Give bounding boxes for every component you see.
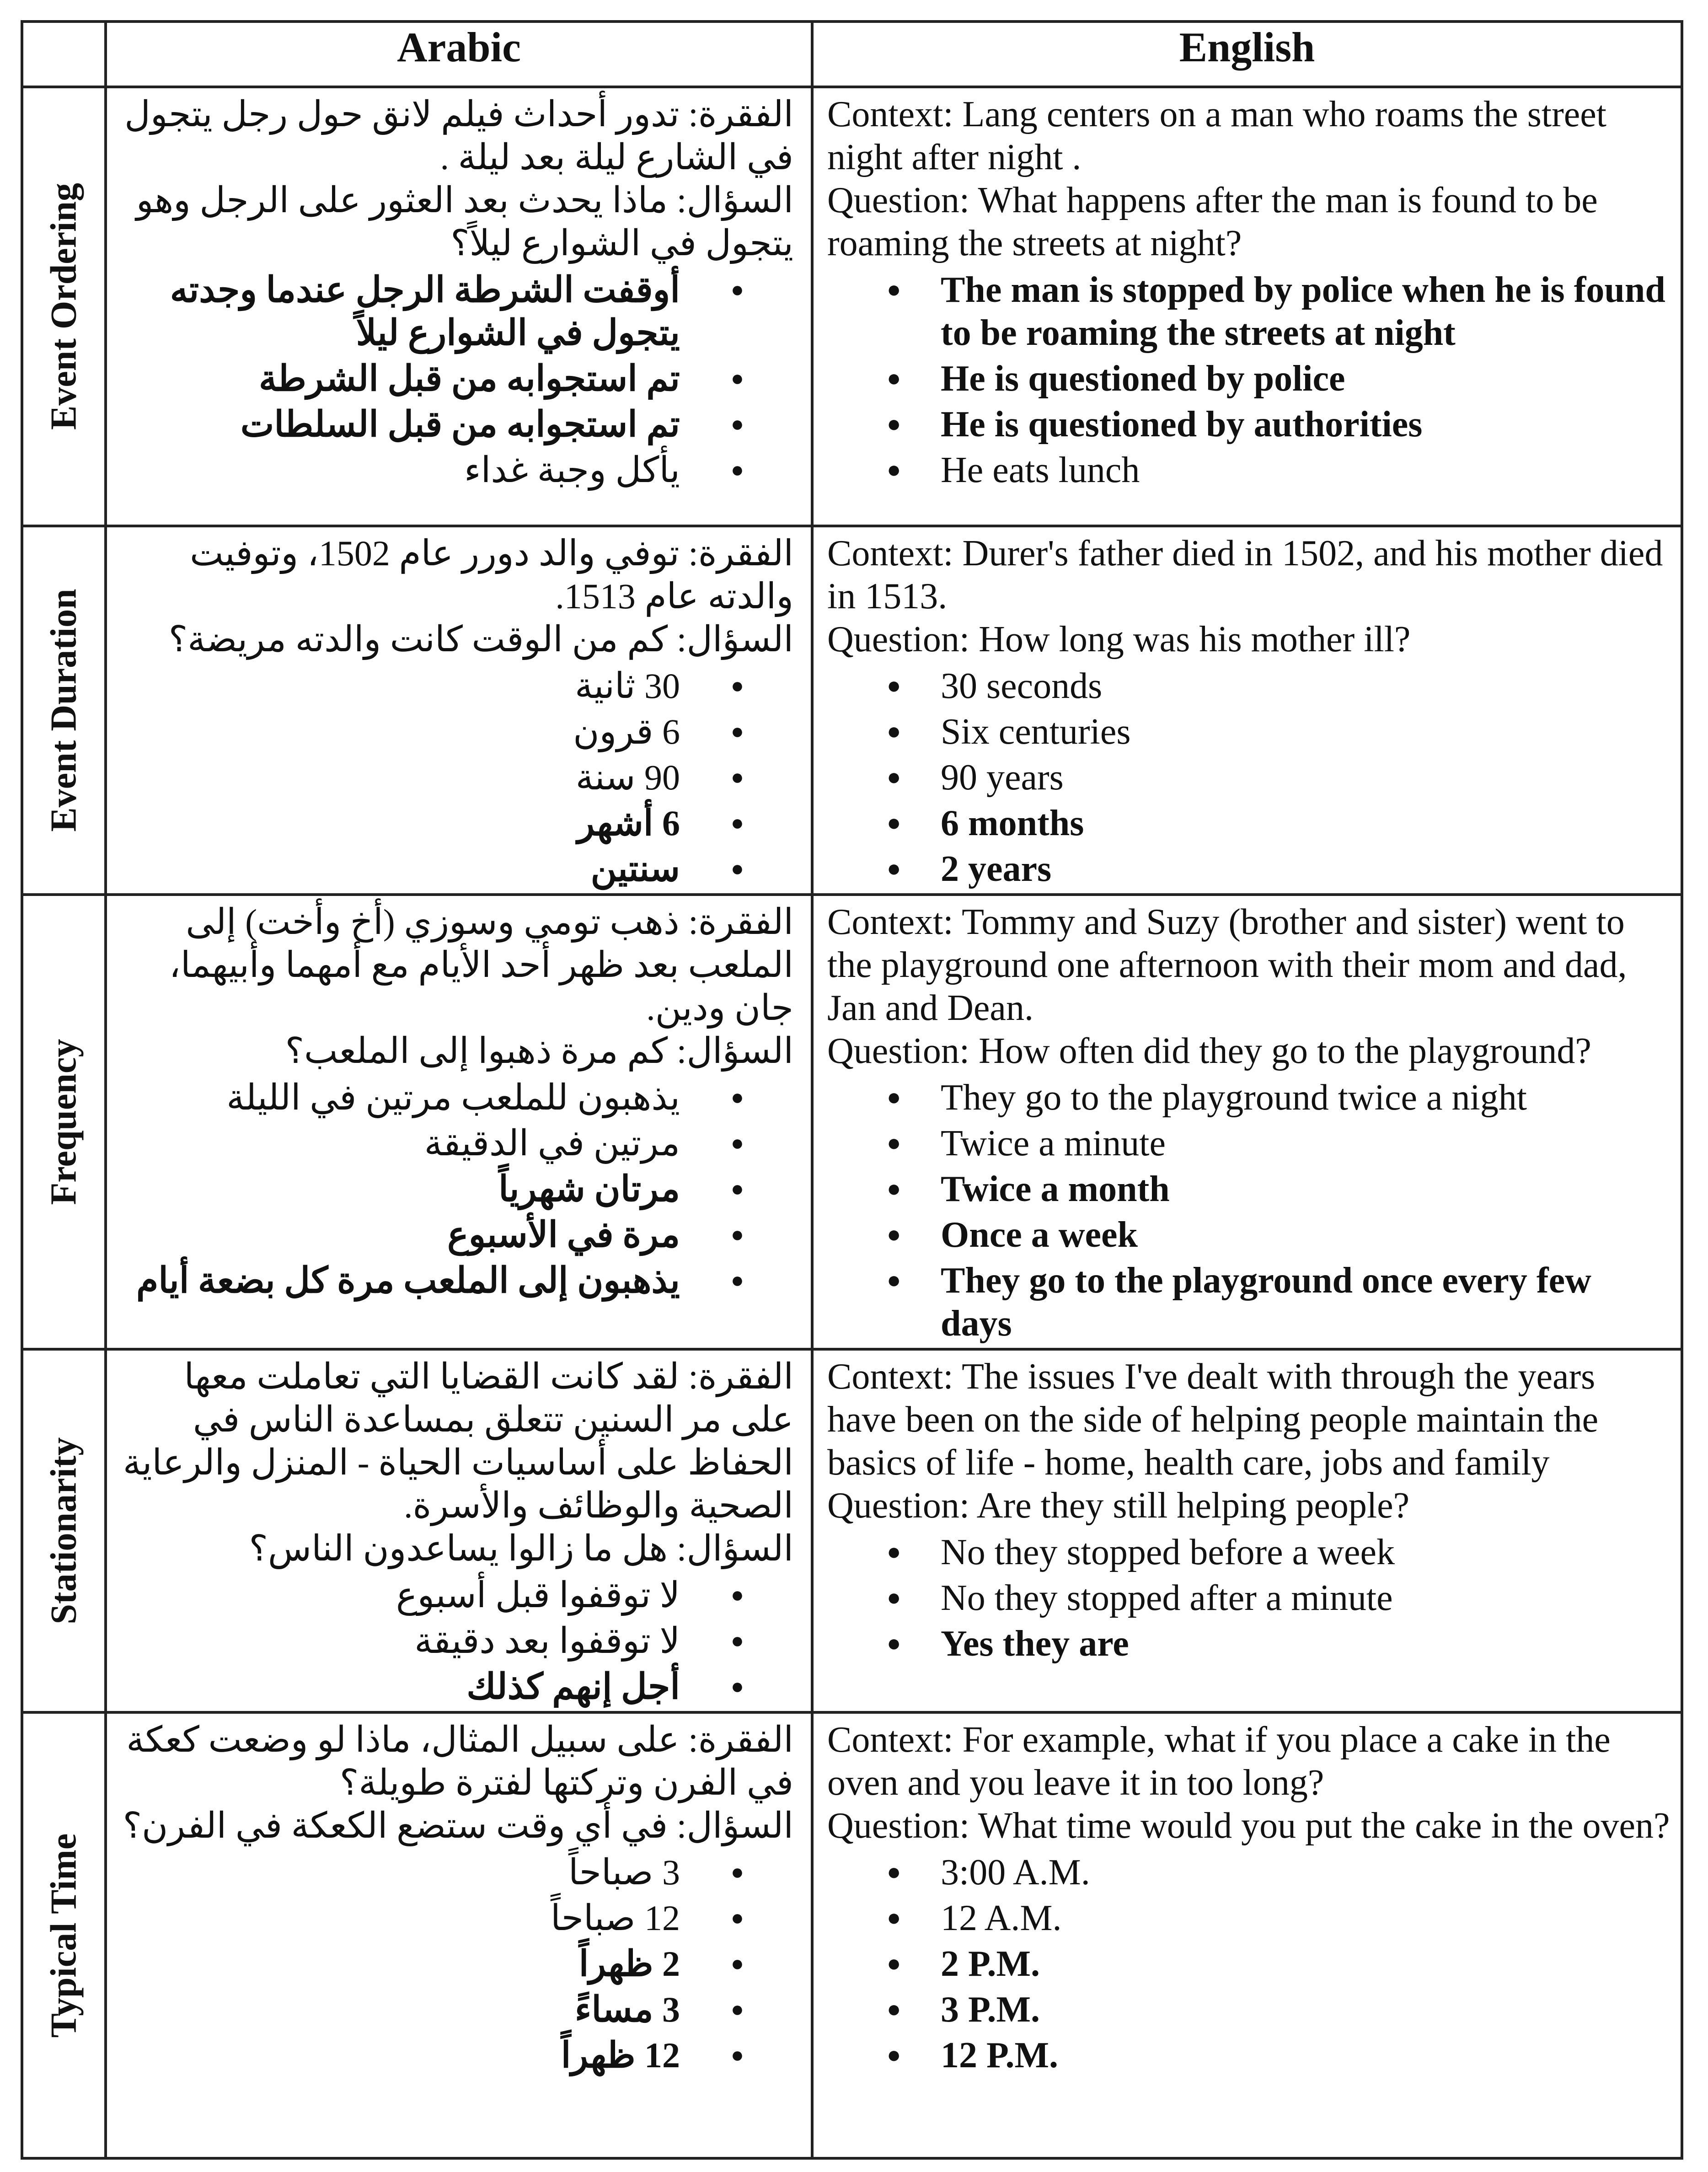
row-label-cell — [22, 1349, 106, 1712]
arabic-question-text: السؤال: كم مرة ذهبوا إلى الملعب؟ — [285, 1031, 793, 1071]
arabic-option-item: ● يذهبون إلى الملعب مرة كل بضعة أيام — [116, 1259, 793, 1302]
arabic-option-item: ● 12 ظهراً — [116, 2034, 793, 2077]
arabic-option-item: ● يذهبون للملعب مرتين في الليلة — [116, 1076, 793, 1119]
table-row — [22, 87, 1682, 526]
row-label: Stationarity — [43, 1437, 84, 1625]
english-option-item: ● 3 P.M. — [827, 1988, 1671, 2031]
english-context-text: Context: Durer's father died in 1502, and his mother died in 1513. — [827, 533, 1663, 617]
english-options-list — [827, 1531, 1671, 1665]
english-cell — [812, 526, 1682, 895]
arabic-cell — [106, 526, 812, 895]
english-question-text: Question: What happens after the man is found to be roaming the streets at night? — [827, 180, 1598, 263]
english-option-item: ● 2 years — [827, 847, 1671, 890]
english-option-item: ● The man is stopped by police when he is found to be roaming the streets at night — [827, 268, 1671, 354]
arabic-option-item: ● مرتان شهرياً — [116, 1168, 793, 1211]
arabic-option-item: ● 90 سنة — [116, 756, 793, 799]
english-option-item: ● 90 years — [827, 756, 1671, 799]
arabic-option-item: ● تم استجوابه من قبل الشرطة — [116, 357, 793, 400]
english-question-text: Question: What time would you put the cake in the oven? — [827, 1806, 1670, 1846]
arabic-option-item: ● أجل إنهم كذلك — [116, 1665, 793, 1708]
english-question-text: Question: How often did they go to the playground? — [827, 1031, 1591, 1071]
table-row — [22, 1349, 1682, 1712]
arabic-options-list — [116, 268, 793, 492]
english-option-item: ● 30 seconds — [827, 665, 1671, 708]
arabic-options-list — [116, 1076, 793, 1302]
table-row — [22, 526, 1682, 895]
arabic-context-text: الفقرة: توفي والد دورر عام 1502، وتوفيت والدته عام 1513. — [190, 533, 793, 616]
english-cell — [812, 87, 1682, 526]
comparison-table — [21, 20, 1683, 2160]
english-options-list — [827, 268, 1671, 492]
english-options-list — [827, 665, 1671, 890]
english-cell — [812, 1712, 1682, 2158]
english-option-item: ● Yes they are — [827, 1622, 1671, 1665]
english-cell — [812, 895, 1682, 1349]
arabic-option-item: ● لا توقفوا قبل أسبوع — [116, 1574, 793, 1617]
english-option-item: ● 6 months — [827, 802, 1671, 845]
arabic-options-list — [116, 1851, 793, 2077]
english-option-item: ● They go to the playground twice a night — [827, 1076, 1671, 1119]
row-label: Event Ordering — [43, 183, 84, 430]
english-context-text: Context: The issues I've dealt with through the years have been on the side of helping people maintain the basics of life - home, health care, jobs and family — [827, 1357, 1599, 1483]
arabic-option-item: ● 3 صباحاً — [116, 1851, 793, 1894]
english-question-text: Question: Are they still helping people? — [827, 1486, 1410, 1526]
english-option-item: ● He eats lunch — [827, 449, 1671, 492]
table-row — [22, 895, 1682, 1349]
arabic-cell — [106, 1349, 812, 1712]
row-label: Frequency — [43, 1039, 84, 1205]
arabic-option-item: ● 6 قرون — [116, 710, 793, 753]
row-label-cell — [22, 526, 106, 895]
arabic-column-header: Arabic — [106, 21, 812, 87]
row-label-cell — [22, 87, 106, 526]
row-label-cell — [22, 1712, 106, 2158]
english-context-text: Context: Lang centers on a man who roams the street night after night . — [827, 94, 1606, 177]
english-option-item: ● Twice a month — [827, 1168, 1671, 1211]
english-context-text: Context: For example, what if you place a cake in the oven and you leave it in too long? — [827, 1720, 1611, 1803]
arabic-option-item: ● 3 مساءً — [116, 1988, 793, 2031]
arabic-option-item: ● 6 أشهر — [116, 802, 793, 845]
english-question-text: Question: How long was his mother ill? — [827, 619, 1411, 660]
english-cell — [812, 1349, 1682, 1712]
english-option-item: ● He is questioned by police — [827, 357, 1671, 400]
english-option-item: ● 3:00 A.M. — [827, 1851, 1671, 1894]
english-option-item: ● Once a week — [827, 1213, 1671, 1256]
arabic-options-list — [116, 1574, 793, 1708]
table-row — [22, 1712, 1682, 2158]
english-option-item: ● 2 P.M. — [827, 1942, 1671, 1985]
arabic-question-text: السؤال: في أي وقت ستضع الكعكة في الفرن؟ — [123, 1806, 793, 1845]
arabic-context-text: الفقرة: تدور أحداث فيلم لانق حول رجل يتجول في الشارع ليلة بعد ليلة . — [124, 94, 793, 177]
arabic-context-text: الفقرة: ذهب تومي وسوزي (أخ وأخت) إلى الملعب بعد ظهر أحد الأيام مع أمهما وأبيهما، جان ودين. — [169, 902, 793, 1028]
arabic-question-text: السؤال: ماذا يحدث بعد العثور على الرجل وهو يتجول في الشوارع ليلاً؟ — [136, 180, 793, 263]
arabic-context-text: الفقرة: على سبيل المثال، ماذا لو وضعت كعكة في الفرن وتركتها لفترة طويلة؟ — [126, 1720, 793, 1802]
arabic-option-item: ● مرة في الأسبوع — [116, 1213, 793, 1256]
row-label: Event Duration — [43, 589, 84, 832]
arabic-cell — [106, 1712, 812, 2158]
arabic-option-item: ● 2 ظهراً — [116, 1942, 793, 1985]
arabic-question-text: السؤال: كم من الوقت كانت والدته مريضة؟ — [168, 619, 793, 659]
arabic-options-list — [116, 665, 793, 890]
arabic-option-item: ● لا توقفوا بعد دقيقة — [116, 1620, 793, 1663]
arabic-cell — [106, 895, 812, 1349]
english-option-item: ● 12 P.M. — [827, 2034, 1671, 2077]
english-context-text: Context: Tommy and Suzy (brother and sister) went to the playground one afternoon with their mom and dad, Jan and Dean. — [827, 902, 1627, 1028]
english-options-list — [827, 1851, 1671, 2077]
english-column-header: English — [812, 21, 1682, 87]
arabic-option-item: ● سنتين — [116, 847, 793, 890]
arabic-option-item: ● أوقفت الشرطة الرجل عندما وجدته يتجول في الشوارع ليلاً — [116, 268, 793, 354]
english-option-item: ● Six centuries — [827, 710, 1671, 753]
english-option-item: ● He is questioned by authorities — [827, 403, 1671, 446]
english-option-item: ● 12 A.M. — [827, 1897, 1671, 1940]
arabic-option-item: ● تم استجوابه من قبل السلطات — [116, 403, 793, 446]
english-option-item: ● No they stopped before a week — [827, 1531, 1671, 1574]
arabic-context-text: الفقرة: لقد كانت القضايا التي تعاملت معها على مر السنين تتعلق بمساعدة الناس في الحفاظ على أساسيات الحياة - المنزل والرعاية الصحية والوظائف والأسرة. — [123, 1357, 793, 1525]
english-option-item: ● Twice a minute — [827, 1122, 1671, 1165]
english-options-list — [827, 1076, 1671, 1345]
arabic-question-text: السؤال: هل ما زالوا يساعدون الناس؟ — [249, 1528, 793, 1568]
arabic-cell — [106, 87, 812, 526]
header-row — [22, 21, 1682, 87]
row-label-cell — [22, 895, 106, 1349]
english-option-item: ● No they stopped after a minute — [827, 1577, 1671, 1620]
arabic-option-item: ● يأكل وجبة غداء — [116, 449, 793, 492]
arabic-option-item: ● 12 صباحاً — [116, 1897, 793, 1940]
arabic-option-item: ● 30 ثانية — [116, 665, 793, 708]
corner-cell — [22, 21, 106, 87]
english-option-item: ● They go to the playground once every few days — [827, 1259, 1671, 1345]
arabic-option-item: ● مرتين في الدقيقة — [116, 1122, 793, 1165]
row-label: Typical Time — [43, 1833, 84, 2038]
